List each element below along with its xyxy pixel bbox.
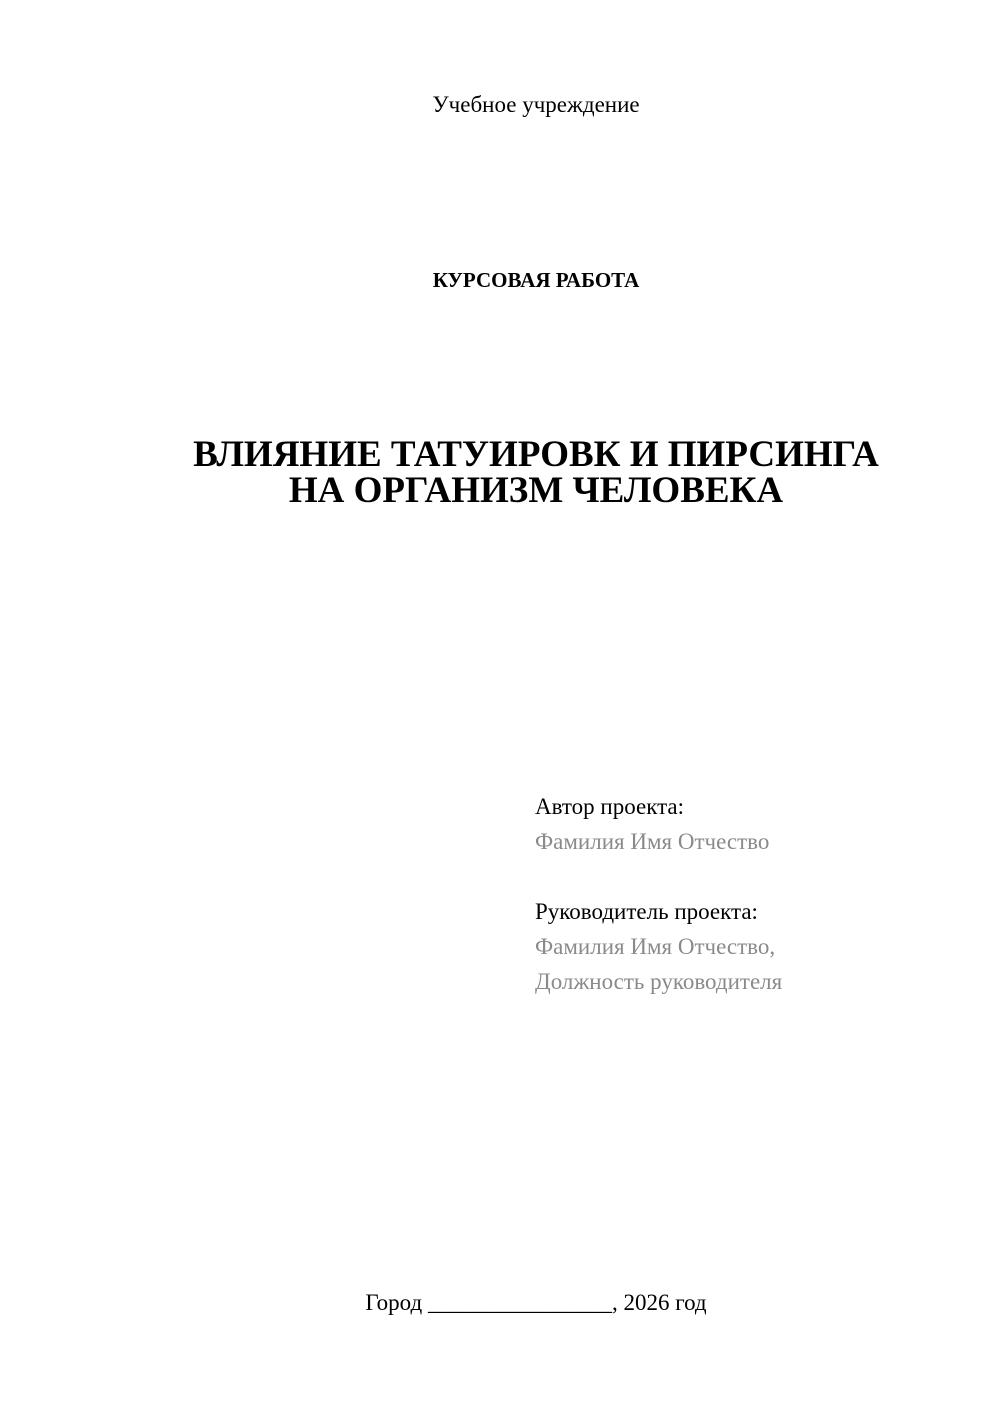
supervisor-position: Должность руководителя — [535, 969, 783, 994]
institution-name: Учебное учреждение — [432, 92, 640, 117]
author-name: Фамилия Имя Отчество — [535, 829, 770, 854]
document-title-line-1: ВЛИЯНИЕ ТАТУИРОВК И ПИРСИНГА — [193, 434, 879, 475]
supervisor-label: Руководитель проекта: — [535, 899, 758, 924]
credits-block — [535, 789, 782, 999]
work-type-heading: КУРСОВАЯ РАБОТА — [432, 268, 640, 292]
document-title-line-2: НА ОРГАНИЗМ ЧЕЛОВЕКА — [288, 470, 784, 511]
credits-spacer — [535, 859, 782, 894]
city-year-line: Город ________________, 2026 год — [365, 1290, 707, 1315]
author-label: Автор проекта: — [535, 794, 684, 819]
document-title — [0, 434, 1000, 511]
supervisor-name: Фамилия Имя Отчество, — [535, 934, 776, 959]
